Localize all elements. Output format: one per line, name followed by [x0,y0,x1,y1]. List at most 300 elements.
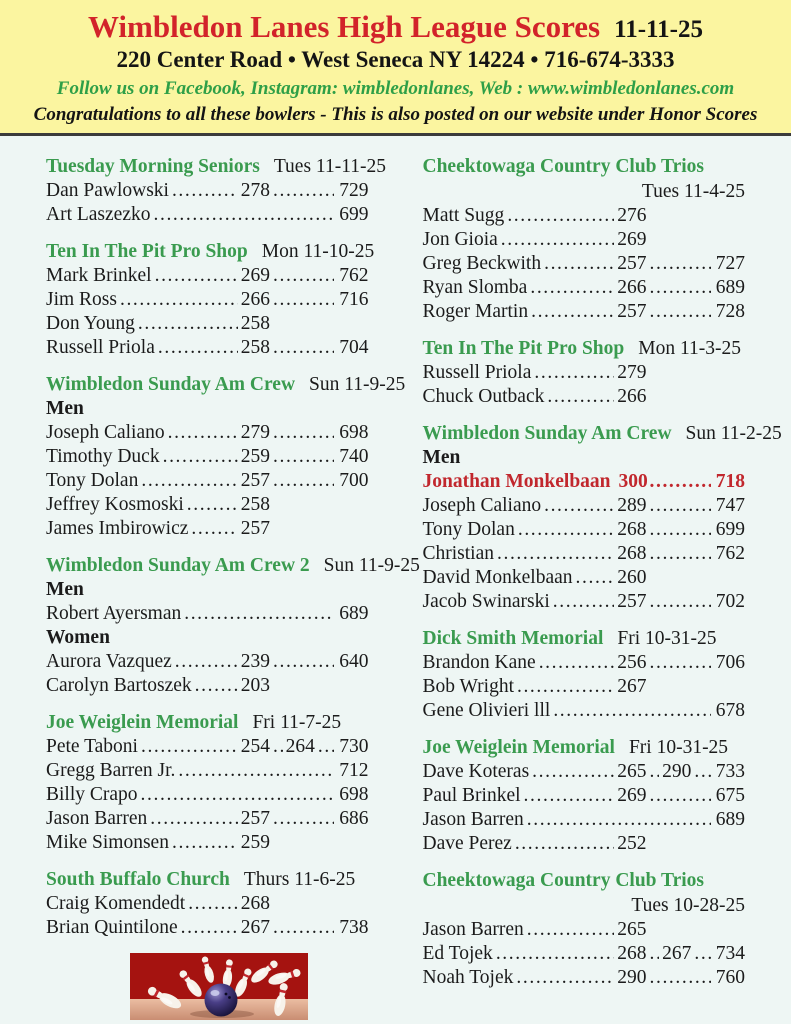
column-right [422,155,782,1024]
dot-leader [273,336,334,360]
score-row [423,760,746,784]
game-score: 269 [617,229,647,250]
group-subheader: Men [46,579,84,600]
section-rows [423,918,746,990]
section-rows [46,264,369,360]
dot-leader [154,203,335,227]
bowler-name: David Monkelbaan [422,567,573,588]
dot-leader [547,385,614,409]
section-date: Tues 11-11-25 [273,156,386,177]
league-name: Tuesday Morning Seniors [46,156,260,177]
score-row [46,807,369,831]
game-score: 266 [240,289,270,310]
score-row [46,783,369,807]
name-score-group [423,518,647,542]
series-total: 738 [339,917,369,938]
score-row [46,469,369,493]
bowler-name: Timothy Duck [46,446,160,467]
score-row [46,445,369,469]
bowler-name: Paul Brinkel [422,785,521,806]
dot-leader [553,590,614,614]
game-score: 257 [617,591,647,612]
section-header [423,155,746,204]
bowler-name: Jason Barren [422,919,524,940]
section-rows [46,179,369,227]
league-section [422,422,782,614]
name-score-group [46,312,270,336]
name-score-group [46,445,270,469]
dot-leader [188,892,238,916]
dot-leader [496,942,614,966]
game-score: 290 [662,761,692,782]
dot-leader [273,179,334,203]
bowler-name: Ed Tojek [422,943,493,964]
address-line: 220 Center Road • West Seneca NY 14224 • 716-674-3333 [116,47,675,72]
dot-leader [273,807,334,831]
game-score: 265 [617,761,647,782]
series-total: 702 [715,591,745,612]
section-rows [423,204,746,324]
league-name: Wimbledon Sunday Am Crew [46,374,296,395]
series-total: 730 [339,736,369,757]
section-rows [46,735,369,855]
series-total: 678 [715,700,745,721]
section-date: Sun 11-9-25 [323,555,420,576]
game-score: 278 [240,180,270,201]
name-score-group [46,469,270,493]
bowler-name: Jonathan Monkelbaan [422,471,611,492]
score-row [46,517,369,541]
section-rows [46,892,369,940]
score-row [423,566,746,590]
game-score: 290 [617,967,647,988]
bowler-name: Brian Quintilone [46,917,178,938]
name-score-group [46,735,270,759]
bowler-name: Pete Taboni [46,736,138,757]
score-row [46,179,369,203]
name-score-group [46,493,270,517]
section-date: Fri 10-31-25 [617,628,717,649]
series-total: 762 [339,265,369,286]
game-score: 257 [240,808,270,829]
game-score: 267 [240,917,270,938]
dot-leader [178,759,334,783]
section-date: Mon 11-3-25 [638,338,741,359]
series-total: 728 [715,301,745,322]
name-score-group [46,517,270,541]
score-row [46,312,369,336]
section-header [422,422,782,446]
bowler-name: Don Young [46,313,135,334]
dot-leader [650,470,711,494]
league-section [46,868,369,940]
bowler-name: Aurora Vazquez [46,651,172,672]
name-score-group [423,470,647,494]
game-score: 267 [662,943,692,964]
section-header [46,373,406,397]
score-row [46,602,369,626]
score-row [423,675,746,699]
score-row [423,651,746,675]
league-section [46,554,420,698]
score-row [423,204,746,228]
score-row [423,918,746,942]
bowler-name: Art Laszezko [46,204,151,225]
bowler-name: Jason Barren [46,808,148,829]
dot-leader [141,783,335,807]
game-score: 257 [617,253,647,274]
game-score: 279 [240,422,270,443]
score-row [46,493,369,517]
group-subheader: Women [46,627,110,648]
name-score-group [46,674,270,698]
dot-leader [694,760,710,784]
right-sections [422,155,782,990]
game-score: 289 [617,495,647,516]
game-score: 269 [240,265,270,286]
dot-leader [650,942,660,966]
dot-leader [501,228,614,252]
group-subheader: Men [46,398,84,419]
bowler-name: Mike Simonsen [46,832,169,853]
section-date: Sun 11-2-25 [685,423,782,444]
section-date: Fri 10-31-25 [628,737,729,758]
name-score-group [423,542,647,566]
bowler-name: Gregg Barren Jr. [46,760,176,781]
dot-leader [273,916,334,940]
dot-leader [172,831,238,855]
league-name: Dick Smith Memorial [422,628,604,649]
dot-leader [273,288,334,312]
title-line [10,9,781,45]
score-row [423,518,746,542]
dot-leader [273,421,334,445]
series-total: 733 [715,761,745,782]
dot-leader [518,518,614,542]
game-score: 259 [240,446,270,467]
bowler-name: Dave Koteras [422,761,530,782]
bowler-name: James Imbirowicz [46,518,189,539]
name-score-group [423,651,647,675]
game-score: 260 [617,567,647,588]
league-section [46,155,386,227]
bowler-name: Dan Pawlowski [46,180,169,201]
dot-leader [150,807,237,831]
section-date: Mon 11-10-25 [261,241,375,262]
series-total: 727 [715,253,745,274]
bowler-name: Mark Brinkel [46,265,152,286]
name-score-group [46,264,270,288]
bowler-name: Chuck Outback [422,386,545,407]
dot-leader [141,735,238,759]
dot-leader [650,542,711,566]
game-score: 264 [285,736,315,757]
dot-leader [539,651,615,675]
league-name: Ten In The Pit Pro Shop [422,338,625,359]
bowler-name: Tony Dolan [422,519,515,540]
name-score-group [423,276,647,300]
name-score-group [46,179,270,203]
dot-leader [650,590,711,614]
dot-leader [138,312,238,336]
score-row [46,674,369,698]
dot-leader [531,300,614,324]
series-total: 704 [339,337,369,358]
game-score: 268 [240,893,270,914]
score-row [423,470,746,494]
score-row [46,336,369,360]
bowler-name: Dave Perez [422,833,512,854]
dot-leader [158,336,238,360]
section-header [46,711,369,735]
section-rows [423,651,746,723]
league-name: Wimbledon Sunday Am Crew [422,423,672,444]
name-score-group [423,566,647,590]
issue-date: 11-11-25 [614,16,704,43]
series-total: 640 [339,651,369,672]
content-area [0,136,791,1024]
name-score-group [423,966,647,990]
name-score-group [46,650,270,674]
series-total: 729 [339,180,369,201]
series-total: 675 [715,785,745,806]
dot-leader [507,204,614,228]
section-header [46,868,369,892]
name-score-group [46,421,270,445]
score-row [423,252,746,276]
series-total: 747 [715,495,745,516]
section-rows [46,397,369,541]
name-score-group [423,784,647,808]
section-rows [423,361,746,409]
score-row [46,288,369,312]
game-score: 254 [240,736,270,757]
bowler-name: Bob Wright [422,676,514,697]
dot-leader [576,566,615,590]
league-section [423,869,746,990]
name-score-group [46,916,270,940]
score-row [423,494,746,518]
league-section [423,337,746,409]
dot-leader [650,276,711,300]
section-header [46,155,386,179]
score-row [423,276,746,300]
dot-leader [650,300,711,324]
score-row [423,361,746,385]
game-score: 279 [617,362,647,383]
name-score-group [423,918,647,942]
dot-leader [187,493,238,517]
game-score: 268 [617,519,647,540]
game-score: 259 [240,832,270,853]
bowling-ball-icon [205,984,238,1017]
dot-leader [524,784,615,808]
series-total: 706 [715,652,745,673]
dot-leader [650,784,711,808]
score-row [423,590,746,614]
dot-leader [530,276,614,300]
series-total: 689 [339,603,369,624]
name-score-group [423,228,647,252]
series-total: 734 [715,943,745,964]
score-row [423,542,746,566]
dot-leader [534,361,614,385]
left-sections [46,155,420,940]
name-score-group [46,892,270,916]
bowler-name: Robert Ayersman [46,603,182,624]
dot-leader [544,494,614,518]
name-score-group [46,831,270,855]
section-header [423,337,746,361]
dot-leader [650,966,711,990]
bowler-name: Russell Priola [46,337,155,358]
series-total: 760 [715,967,745,988]
dot-leader [273,735,283,759]
game-score: 300 [618,471,648,492]
score-row [46,203,369,227]
series-total: 718 [715,471,745,492]
series-total: 762 [715,543,745,564]
section-header [46,240,375,264]
game-score: 257 [617,301,647,322]
section-header [423,627,746,651]
bowler-name: Jon Gioia [422,229,498,250]
league-name: Cheektowaga Country Club Trios [422,156,705,177]
game-score: 267 [617,676,647,697]
dot-leader [517,675,614,699]
series-total: 686 [339,808,369,829]
league-section [46,240,375,360]
name-score-group [423,675,647,699]
bowler-name: Ryan Slomba [422,277,528,298]
dot-leader [527,808,711,832]
dot-leader [694,942,710,966]
league-section [46,373,406,541]
score-row [423,784,746,808]
dot-leader [168,421,238,445]
dot-leader [532,760,614,784]
dot-leader [273,264,334,288]
series-total: 716 [339,289,369,310]
game-score: 276 [617,205,647,226]
bowler-name: Tony Dolan [46,470,139,491]
dot-leader [650,494,711,518]
league-section [423,155,746,324]
name-score-group [423,361,647,385]
game-score: 258 [240,337,270,358]
score-row [46,892,369,916]
score-row [423,942,746,966]
name-score-group [423,832,647,856]
bowler-name: Billy Crapo [46,784,138,805]
game-score: 239 [240,651,270,672]
dot-leader [141,469,237,493]
dot-leader [497,542,614,566]
section-header [423,869,746,918]
name-score-group [423,760,647,784]
series-total: 712 [339,760,369,781]
bowler-name: Craig Komendedt [46,893,186,914]
series-total: 700 [339,470,369,491]
page-title: Wimbledon Lanes High League Scores [87,9,601,44]
league-name: South Buffalo Church [46,869,230,890]
series-total: 699 [339,204,369,225]
bowler-name: Noah Tojek [422,967,514,988]
column-left [46,155,420,1024]
name-score-group [423,204,647,228]
section-rows [46,578,369,698]
congrats-line: Congratulations to all these bowlers - This is also posted on our website under Honor Scores [33,104,758,125]
dot-leader [273,445,334,469]
league-section [46,711,369,855]
game-score: 256 [617,652,647,673]
league-name: Ten In The Pit Pro Shop [46,241,248,262]
dot-leader [155,264,238,288]
social-line: Follow us on Facebook, Instagram: wimbledonlanes, Web : www.wimbledonlanes.com [56,78,735,99]
dot-leader [273,469,334,493]
dot-leader [650,760,660,784]
dot-leader [175,650,238,674]
section-header [46,554,420,578]
league-name: Joe Weiglein Memorial [46,712,239,733]
score-row [46,759,369,783]
game-score: 257 [240,518,270,539]
section-rows [423,446,746,614]
bowler-name: Brandon Kane [422,652,536,673]
score-row [423,228,746,252]
dot-leader [172,179,238,203]
bowler-name: Joseph Caliano [46,422,165,443]
score-row [423,808,746,832]
section-date: Tues 10-28-25 [631,895,745,916]
score-row [46,421,369,445]
game-score: 268 [617,943,647,964]
bowler-name: Jim Ross [46,289,117,310]
bowler-name: Jason Barren [422,809,524,830]
section-date: Fri 11-7-25 [252,712,342,733]
series-total: 740 [339,446,369,467]
score-row [46,650,369,674]
dot-leader [527,918,614,942]
bowler-name: Carolyn Bartoszek [46,675,192,696]
section-date: Thurs 11-6-25 [243,869,356,890]
score-row [46,916,369,940]
name-score-group [46,336,270,360]
game-score: 257 [240,470,270,491]
game-score: 266 [617,386,647,407]
league-name: Wimbledon Sunday Am Crew 2 [46,555,310,576]
score-row [423,300,746,324]
section-header [423,736,746,760]
name-score-group [423,494,647,518]
game-score: 265 [617,919,647,940]
dot-leader [273,650,334,674]
name-score-group [46,807,270,831]
game-score: 269 [617,785,647,806]
series-total: 698 [339,784,369,805]
game-score: 252 [617,833,647,854]
series-total: 698 [339,422,369,443]
section-date: Sun 11-9-25 [309,374,406,395]
name-score-group [46,288,270,312]
bowler-name: Jeffrey Kosmoski [46,494,184,515]
score-row [46,735,369,759]
name-score-group [423,590,647,614]
section-rows [423,760,746,856]
score-row [423,966,746,990]
game-score: 266 [617,277,647,298]
group-subheader: Men [422,447,461,468]
